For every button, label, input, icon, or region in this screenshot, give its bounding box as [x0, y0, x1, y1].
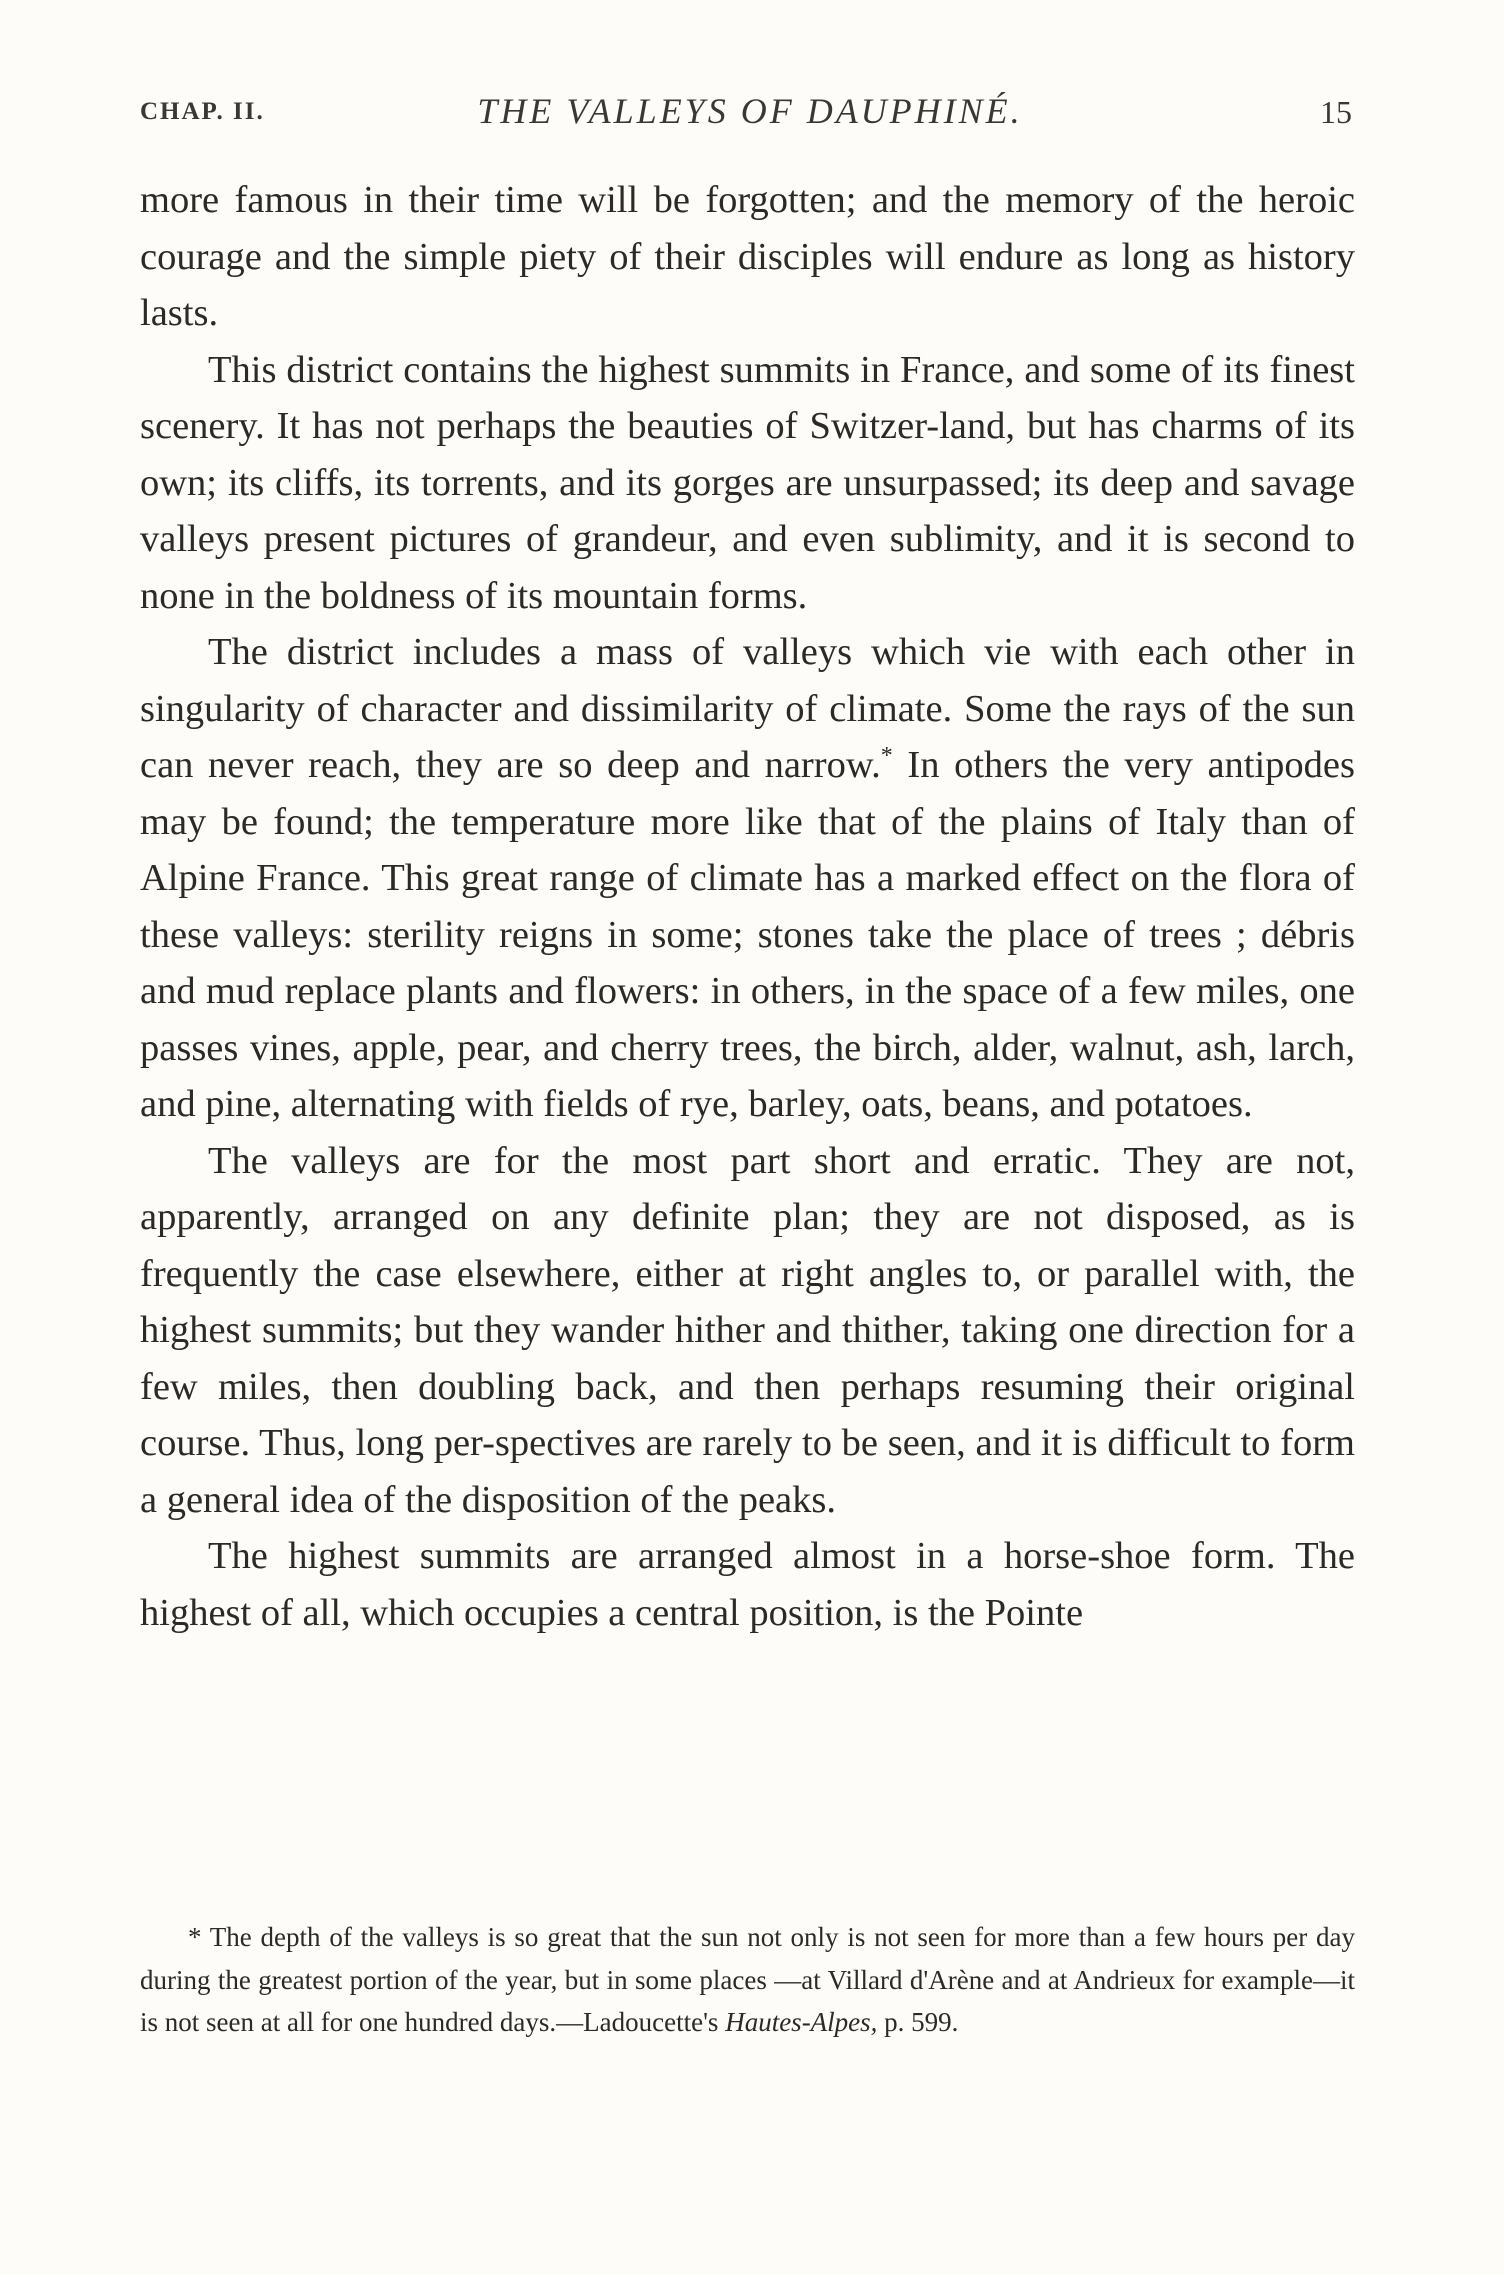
footnote-reference-mark: * — [880, 743, 893, 770]
footnote-text — [140, 1916, 1355, 2044]
paragraph-3 — [140, 624, 1355, 1133]
main-text — [140, 172, 1355, 1641]
paragraph-4: The valleys are for the most part short and erratic. They are not, apparently, arranged on any definite plan; they are not disposed, as is frequently the case elsewhere, either at right angles to, or parallel with, the highest summits; but they wander hither and thither, taking one direction for a few miles, then doubling back, and then perhaps resuming their original course. Thus, long per-spectives are rarely to be seen, and it is difficult to form a general idea of the disposition of the peaks. — [140, 1139, 1355, 1521]
running-title: THE VALLEYS OF DAUPHINÉ. — [477, 91, 1023, 131]
paragraph-5: The highest summits are arranged almost in a horse-shoe form. The highest of all, which occupies a central position, is the Pointe — [140, 1535, 1355, 1634]
paragraph-1: more famous in their time will be forgotten; and the memory of the heroic courage and the simple piety of their disciples will endure as long as history lasts. — [140, 179, 1355, 334]
chapter-label: CHAP. II. — [140, 98, 265, 125]
footnote-body: * The depth of the valleys is so great that the sun not only is not seen for more than a few hours per day during the greatest portion of the year, but in some places —at Villard d'Arène and at Andrieux for example—it is not seen at all for one hundred days.—Ladoucette's — [140, 1922, 1355, 2037]
paragraph-3-part-a: The district includes a mass of valleys which vie with each other in singularity of character and dissimilarity of climate. Some the rays of the sun can never reach, they are so deep and narrow. — [140, 631, 1355, 786]
page-number: 15 — [1320, 94, 1352, 130]
paragraph-3-part-b: In others the very antipodes may be found; the temperature more like that of the plains of Italy than of Alpine France. This great range of climate has a marked effect on the flora of these valleys: sterility reigns in some; stones take the place of trees ; débris and mud replace plants and flowers: in others, in the space of a few miles, one passes vines, apple, pear, and cherry trees, the birch, alder, walnut, ash, larch, and pine, alternating with fields of rye, barley, oats, beans, and potatoes. — [140, 744, 1356, 1125]
running-header — [140, 80, 1360, 140]
footnote-source-title: Hautes-Alpes, — [725, 2007, 878, 2037]
paragraph-2: This district contains the highest summits in France, and some of its finest scenery. It has not perhaps the beauties of Switzer-land, but has charms of its own; its cliffs, its torrents, and its gorges are unsurpassed; its deep and savage valleys present pictures of grandeur, and even sublimity, and it is second to none in the boldness of its mountain forms. — [140, 348, 1355, 617]
footnote-page-ref: p. 599. — [877, 2007, 959, 2037]
footnote — [140, 1916, 1355, 2044]
